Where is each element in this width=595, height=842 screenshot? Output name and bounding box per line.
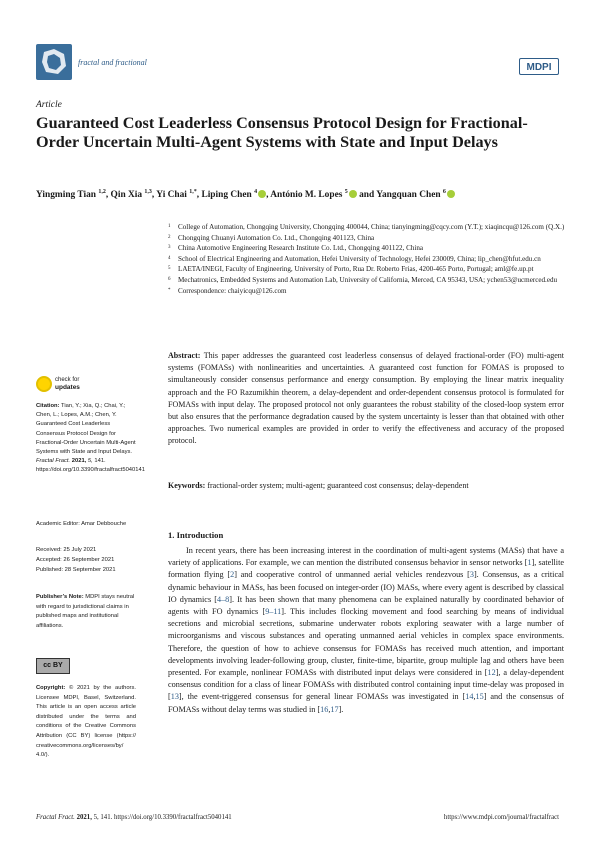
copyright-text: © 2021 by the authors. Licensee MDPI, Basel, Switzerland. This article is an open access article distributed under the terms and conditions of the Creative Commons Attribution (CC BY) license (https:// creativecommons.org/licenses/by/ 4.0/).	[36, 685, 136, 759]
citation-journal: Fractal Fract.	[36, 458, 71, 465]
author-name: Yi Chai $^{1,*}$	[156, 189, 197, 201]
affiliation-item	[168, 222, 566, 233]
publisher-note	[36, 593, 136, 631]
date-published: Published: 28 September 2021	[36, 566, 116, 573]
affiliation-item	[168, 264, 566, 275]
publication-dates	[36, 546, 136, 575]
check-updates-line1: check for	[55, 377, 80, 383]
abstract	[168, 350, 564, 448]
academic-editor: Academic Editor: Amar Debbouche	[36, 521, 127, 527]
paragraph-text: ].	[338, 704, 344, 714]
paragraph-text: ] and the consensus of FOMASs without delay terms was studied in [	[168, 692, 564, 714]
affiliation-item	[168, 233, 566, 244]
orcid-icon[interactable]	[447, 190, 455, 198]
cc-by-license-icon[interactable]: cc BY	[36, 658, 70, 674]
citation-text: Tian, Y.; Xia, Q.; Chai, Y.; Chen, L.; Lopes, A.M.; Chen, Y. Guaranteed Cost Leaderless Consensus Protocol Design for Fractional-Order Uncertain Multi-Agent Systems with State and Input Delays.	[36, 403, 136, 456]
affiliation-number: 6	[168, 276, 171, 282]
author-affiliation-marker: 5	[344, 189, 348, 195]
paragraph-text: ]. This includes flocking movement and food searching by means of individual secretions and microbial secretions, submarine underwater robots exploring seawater with a large number of microorganisms and viscous substances and operating unmanned aerial vehicles in complex space environments. Therefore, the question of how to achieve consensus for FOMASs has received much attention, and important developments involving leader-following group, cluster, finite-time, bipartite, group multiple lag and others have been presented. For example, nonlinear FOMASs with distributed input delays were considered in [	[168, 607, 565, 678]
citation	[36, 402, 145, 476]
reference-link[interactable]: 15	[475, 692, 484, 702]
introduction-paragraph	[168, 545, 564, 716]
citation-volume: 5,	[87, 458, 93, 465]
affiliation-text: China Automotive Engineering Research Institute Co. Ltd., Chongqing 401122, China	[178, 244, 424, 253]
copyright-label: Copyright:	[36, 685, 66, 691]
footer-journal: Fractal Fract.	[36, 814, 75, 821]
check-updates-line2: updates	[55, 384, 80, 391]
author-affiliation-marker: 1,3	[144, 189, 152, 195]
paragraph-text: ], the event-triggered consensus for general linear FOMASs was investigated in [	[178, 692, 466, 702]
paper-title: Guaranteed Cost Leaderless Consensus Protocol Design for Fractional-Order Uncertain Multi-Agent Systems with State and Input Delays	[36, 114, 528, 152]
section-heading-introduction: 1. Introduction	[168, 530, 224, 540]
paragraph-text: ], a delay-dependent consensus condition for a class of linear FOMASs with distributed control containing input time-delay was proposed in [	[168, 668, 564, 702]
paragraph-text: ]. It has been shown that many phenomena can be explained naturally by coordinated behavior of agents with FO dynamics [	[168, 594, 565, 617]
affiliation-number: 2	[168, 234, 171, 240]
reference-link[interactable]: 3	[469, 570, 474, 580]
affiliation-text: Correspondence: chaiyicqu@126.com	[178, 286, 287, 295]
affiliation-number: 5	[168, 266, 171, 272]
affiliation-number: 4	[168, 255, 171, 261]
abstract-text: This paper addresses the guaranteed cost leaderless consensus of delayed fractional-order (FO) multi-agent systems (FOMASs) with nonlinearities and uncertainties. A guaranteed cost function for FOMAS is proposed to simultaneously consider consensus performance and energy consumption. By employing the linear matrix inequality approach and the FO Razumikhin theorem, a delay-dependent and order-dependent consensus protocol is formulated for FOMASs with input delay. The proposed protocol not only guarantees the robust stability of the closed-loop system error but also ensures that the performance degradation caused by the system uncertainty is lesser than that obtained with other approaches. Two numerical examples are provided in order to verify the effectiveness and accuracy of the proposed protocol.	[168, 351, 565, 446]
author-affiliation-marker: 6	[442, 189, 446, 195]
abstract-label: Abstract:	[168, 351, 201, 360]
reference-link[interactable]: 1	[527, 558, 532, 568]
footer-journal-url[interactable]: https://www.mdpi.com/journal/fractalfract	[443, 814, 559, 821]
fractal-shape-icon	[36, 44, 72, 80]
keywords-label: Keywords:	[168, 481, 206, 490]
paragraph-text: In recent years, there has been increasing interest in the coordination of multi-agent systems (MASs) that have a variety of applications. For example, we can mention the distributed consensus behavior in sensor networks [	[168, 546, 564, 568]
affiliation-text: School of Electrical Engineering and Automation, Hefei University of Technology, Hefei 230009, China; lip_chen@hfut.edu.cn	[178, 254, 541, 263]
affiliation-number: 3	[168, 245, 171, 251]
keywords	[168, 480, 564, 492]
article-type: Article	[36, 100, 62, 110]
mdpi-logo: MDPI	[519, 58, 559, 75]
affiliation-text: Chongqing Chuanyi Automation Co. Ltd., Chongqing 401123, China	[178, 233, 375, 242]
citation-year: 2021,	[71, 458, 87, 465]
reference-link[interactable]: 4–8	[216, 594, 230, 604]
affiliation-text: College of Automation, Chongqing University, Chongqing 400044, China; tianyingming@cqcy.com (Y.T.); xiaqincqu@126.com (Q.X.)	[178, 223, 565, 231]
footer-doi[interactable]: 5, 141. https://doi.org/10.3390/fractalfract5040141	[93, 814, 232, 821]
reference-link[interactable]: 12	[487, 668, 496, 678]
affiliation-item	[168, 275, 566, 286]
publisher-note-text: MDPI stays neutral with regard to jurisdictional claims in published maps and institutional affiliations.	[36, 594, 135, 629]
author-name: Yangquan Chen $^6$	[376, 189, 446, 201]
paragraph-text: ]. Consensus, as a critical dynamic behaviour in MASs, has been focused on integer-order (IO) MASs, where every agent is described by classical IO dynamics [	[168, 570, 565, 604]
reference-link[interactable]: 16	[320, 704, 329, 714]
citation-label: Citation:	[36, 403, 60, 409]
reference-link[interactable]: 17	[330, 704, 339, 714]
citation-doi[interactable]: 141. https://doi.org/10.3390/fractalfract5040141	[36, 458, 145, 474]
date-accepted: Accepted: 26 September 2021	[36, 556, 115, 563]
footer-year: 2021,	[76, 814, 92, 821]
paragraph-text: ,	[473, 692, 476, 702]
author-name: António M. Lopes $^5$	[270, 189, 348, 201]
author-name: Qin Xia $^{1,3}$	[110, 189, 152, 201]
affiliation-item	[168, 243, 566, 254]
author-name: Yingming Tian $^{1,2}$	[36, 189, 106, 201]
affiliation-item	[168, 254, 566, 265]
affiliation-number: *	[168, 287, 171, 293]
orcid-icon[interactable]	[258, 190, 266, 198]
publisher-note-label: Publisher’s Note:	[36, 594, 84, 600]
footer-citation	[36, 814, 232, 821]
check-for-updates-button[interactable]	[36, 376, 96, 394]
journal-logo-icon	[36, 44, 72, 80]
reference-link[interactable]: 14	[465, 692, 474, 702]
author-list: Yingming Tian $^{1,2}$, Qin Xia $^{1,3}$, Yi Chai $^{1,*}$, Liping Chen $^4$ , António M. Lopes $^5$ and Yangquan Chen $^6$	[36, 186, 564, 202]
author-affiliation-marker: 4	[254, 189, 258, 195]
date-received: Received: 25 July 2021	[36, 547, 97, 553]
journal-name: fractal and fractional	[78, 58, 147, 67]
author-affiliation-marker: 1,2	[98, 189, 106, 195]
affiliation-text: LAETA/INEGI, Faculty of Engineering, University of Porto, Rua Dr. Roberto Frias, 4200-465 Porto, Portugal; aml@fe.up.pt	[178, 265, 534, 274]
affiliation-item	[168, 286, 566, 297]
paragraph-text: ], satellite formation flying [	[168, 558, 564, 580]
author-name: Liping Chen $^4$	[201, 189, 258, 201]
reference-link[interactable]: 2	[230, 570, 235, 580]
orcid-icon[interactable]	[349, 190, 357, 198]
keywords-text: fractional-order system; multi-agent; guaranteed cost consensus; delay-dependent	[207, 481, 469, 490]
affiliation-number: 1	[168, 224, 171, 229]
reference-link[interactable]: 9–11	[265, 607, 282, 617]
paragraph-text: ,	[328, 704, 331, 714]
author-affiliation-marker: 1,*	[189, 189, 197, 195]
check-updates-icon	[36, 376, 52, 392]
reference-link[interactable]: 13	[170, 692, 179, 702]
paragraph-text: ] and cooperative control of unmanned aerial vehicles rendezvous [	[234, 570, 470, 580]
copyright	[36, 684, 136, 761]
affiliation-text: Mechatronics, Embedded Systems and Automation Lab, University of California, Merced, CA 95343, USA; ychen53@ucmerced.edu	[178, 275, 558, 284]
affiliations	[168, 222, 566, 296]
